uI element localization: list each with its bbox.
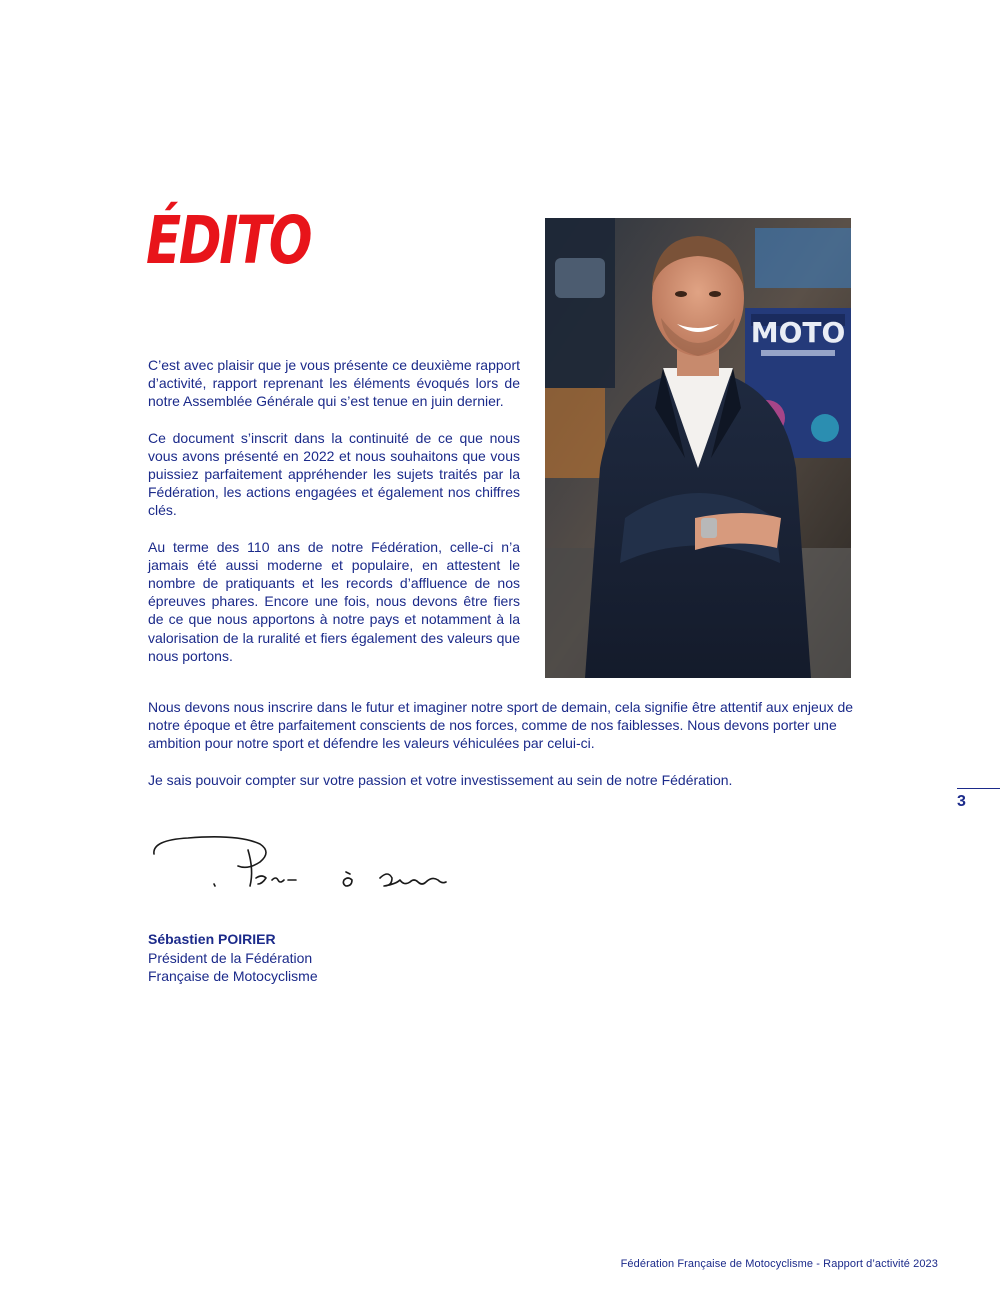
president-photo-illustration xyxy=(545,218,851,678)
moto-sign-text: MOTO xyxy=(750,316,846,349)
paragraph: C’est avec plaisir que je vous présente ce deuxième rapport d’activité, rapport reprenant les éléments évoqués lors de notre Assemblée Générale qui s’est tenue en juin dernier. xyxy=(148,357,520,410)
signer-role-line: Président de la Fédération xyxy=(148,949,313,966)
handwritten-signature xyxy=(148,830,458,894)
paragraph: Nous devons nous inscrire dans le futur et imaginer notre sport de demain, cela signifie être attentif aux enjeux de notre époque et être parfaitement conscients de nos forces, comme de nos faiblesses. Nous devons porter une ambition pour notre sport et défendre les valeurs véhiculées par celui-ci. xyxy=(148,699,854,752)
page-title: ÉDITO xyxy=(146,202,311,279)
signer-block xyxy=(148,930,318,986)
page-number-rule xyxy=(957,788,1000,789)
paragraph: Ce document s’inscrit dans la continuité de ce que nous vous avons présenté en 2022 et nous souhaitons que vous puissiez parfaitement appréhender les sujets traités par la Fédération, les actions engagées et également nos chiffres clés. xyxy=(148,429,520,519)
paragraph: Je sais pouvoir compter sur votre passion et votre investissement au sein de notre Fédération. xyxy=(148,771,733,788)
signer-name: Sébastien POIRIER xyxy=(148,931,276,947)
intro-text-column xyxy=(148,356,520,683)
signer-role-line: Française de Motocyclisme xyxy=(148,968,318,984)
paragraph: Au terme des 110 ans de notre Fédération, celle-ci n’a jamais été aussi moderne et populaire, en attestent le nombre de pratiquants et les records d’affluence de nos épreuves phares. Encore une fois, nous devons être fiers de ce que nous apportons à notre pays et notamment à la valorisation de la ruralité et fiers également des valeurs que nous portons. xyxy=(148,538,520,664)
closing-text xyxy=(148,698,858,807)
page-number: 3 xyxy=(957,793,966,810)
president-photo xyxy=(545,218,851,678)
footer-text: Fédération Française de Motocyclisme - Rapport d’activité 2023 xyxy=(620,1258,938,1270)
